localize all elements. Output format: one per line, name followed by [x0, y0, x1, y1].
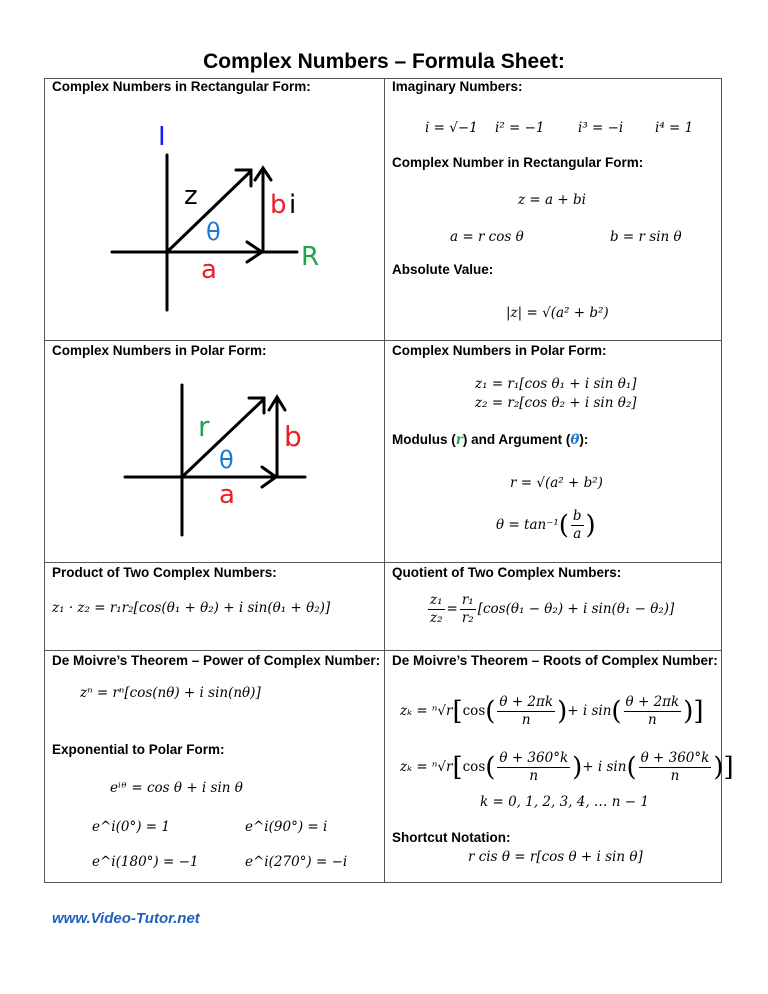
formula-product: z₁ · z₂ = r₁r₂[cos(θ₁ + θ₂) + i sin(θ₁ + θ₂)] — [52, 600, 331, 616]
fraction — [497, 694, 555, 729]
exponential-header: Exponential to Polar Form: — [52, 742, 225, 757]
cos: cos — [462, 759, 486, 775]
denominator: n — [521, 712, 531, 728]
denominator: a — [573, 526, 582, 542]
numerator: θ + 360°k — [499, 750, 569, 766]
formula-e-90: e^i(90°) = i — [245, 819, 328, 835]
imag-axis-label: I — [158, 122, 166, 152]
horizontal-label: a — [201, 255, 217, 285]
fraction — [639, 750, 712, 785]
formula-i-squared: i² = −1 — [495, 120, 545, 136]
header-text: Modulus ( — [392, 432, 456, 447]
formula-i: i = √−1 — [425, 120, 478, 136]
fraction — [497, 750, 570, 785]
formula-a: a = r cos θ — [450, 229, 524, 245]
formula-e-270: e^i(270°) = −i — [245, 854, 348, 870]
formula-b: b = r sin θ — [610, 229, 682, 245]
quotient-rest: [cos(θ₁ − θ₂) + i sin(θ₁ − θ₂)] — [477, 601, 675, 617]
vertical-label-i: i — [289, 190, 297, 220]
denominator: z₂ — [430, 610, 443, 626]
formula-modulus: r = √(a² + b²) — [510, 475, 603, 491]
formula-e-180: e^i(180°) = −1 — [92, 854, 199, 870]
numerator: z₁ — [430, 592, 443, 608]
formula-e-0: e^i(0°) = 1 — [92, 819, 170, 835]
polar-vertical-label: b — [284, 420, 302, 453]
power-header: De Moivre’s Theorem – Power of Complex Number: — [52, 653, 381, 668]
rect-number-header: Complex Number in Rectangular Form: — [392, 155, 644, 170]
formula-z1: z₁ = r₁[cos θ₁ + i sin θ₁] — [475, 376, 637, 392]
roots-lhs: zₖ = ⁿ√r — [400, 759, 453, 775]
fraction — [624, 694, 682, 729]
modulus-label: r — [198, 410, 210, 443]
fraction — [460, 592, 476, 627]
polar-form-header-left: Complex Numbers in Polar Form: — [52, 343, 267, 358]
fraction — [571, 508, 584, 543]
quotient-header: Quotient of Two Complex Numbers: — [392, 565, 622, 580]
roots-lhs: zₖ = ⁿ√r — [400, 703, 453, 719]
formula-z2: z₂ = r₂[cos θ₂ + i sin θ₂] — [475, 395, 637, 411]
equals: = — [446, 601, 458, 617]
formula-i-fourth: i⁴ = 1 — [655, 120, 694, 136]
rect-form-header: Complex Numbers in Rectangular Form: — [52, 79, 311, 94]
absolute-value-header: Absolute Value: — [392, 262, 494, 277]
imaginary-header: Imaginary Numbers: — [392, 79, 523, 94]
formula-absolute-value: |z| = √(a² + b²) — [506, 305, 609, 321]
header-text: ): — [579, 432, 589, 447]
formula-k-values: k = 0, 1, 2, 3, 4, … n − 1 — [480, 794, 649, 810]
denominator: r₂ — [461, 610, 474, 626]
numerator: θ + 2πk — [499, 694, 554, 710]
modulus-argument-header — [392, 432, 588, 448]
numerator: r₁ — [461, 592, 474, 608]
formula-roots-degrees: zₖ = ⁿ√r[cos( $\frac{\theta + 360^\circ k}{n}$ )+ i sin( $\frac{\theta + 360^\circ k}{n}$ )] — [400, 750, 734, 784]
formula-power: zⁿ = rⁿ[cos(nθ) + i sin(nθ)] — [80, 685, 261, 701]
argument-lhs: θ = tan⁻¹ — [496, 517, 559, 533]
roots-header: De Moivre’s Theorem – Roots of Complex Number: — [392, 653, 718, 668]
vertical-label-b: b — [270, 190, 287, 220]
denominator: n — [648, 712, 657, 728]
header-text: ) and Argument ( — [462, 432, 571, 447]
fraction — [428, 592, 445, 627]
numerator: θ + 2πk — [625, 694, 680, 710]
angle-label: θ — [206, 218, 221, 246]
product-header: Product of Two Complex Numbers: — [52, 565, 277, 580]
formula-cis: r cis θ = r[cos θ + i sin θ] — [468, 849, 643, 865]
denominator: n — [670, 768, 680, 784]
denominator: n — [529, 768, 539, 784]
shortcut-header: Shortcut Notation: — [392, 830, 511, 845]
numerator: b — [572, 508, 582, 524]
real-axis-label: R — [301, 242, 320, 272]
polar-form-header-right: Complex Numbers in Polar Form: — [392, 343, 607, 358]
argument-symbol: θ — [570, 432, 580, 448]
i-sin: + i sin — [567, 703, 612, 719]
formula-rect: z = a + bi — [518, 192, 586, 208]
vector-label: z — [184, 181, 198, 211]
modulus-symbol: r — [455, 432, 463, 448]
polar-horizontal-label: a — [219, 480, 235, 510]
formula-quotient — [426, 592, 674, 627]
cos: cos — [462, 703, 486, 719]
polar-angle-label: θ — [219, 446, 234, 474]
i-sin: + i sin — [582, 759, 627, 775]
formula-roots-radians: zₖ = ⁿ√r[cos( $\frac{\theta + 2\pi k}{n}$ )+ i sin( $\frac{\theta + 2\pi k}{n}$ )] — [400, 694, 704, 728]
formula-euler: eⁱᶿ = cos θ + i sin θ — [110, 780, 243, 796]
website-link[interactable]: www.Video-Tutor.net — [52, 910, 200, 927]
formula-argument: θ = tan⁻¹( $\frac{b}{a}$ ) — [496, 508, 596, 542]
numerator: θ + 360°k — [640, 750, 710, 766]
page-title: Complex Numbers – Formula Sheet: — [203, 50, 565, 73]
formula-i-cubed: i³ = −i — [578, 120, 624, 136]
